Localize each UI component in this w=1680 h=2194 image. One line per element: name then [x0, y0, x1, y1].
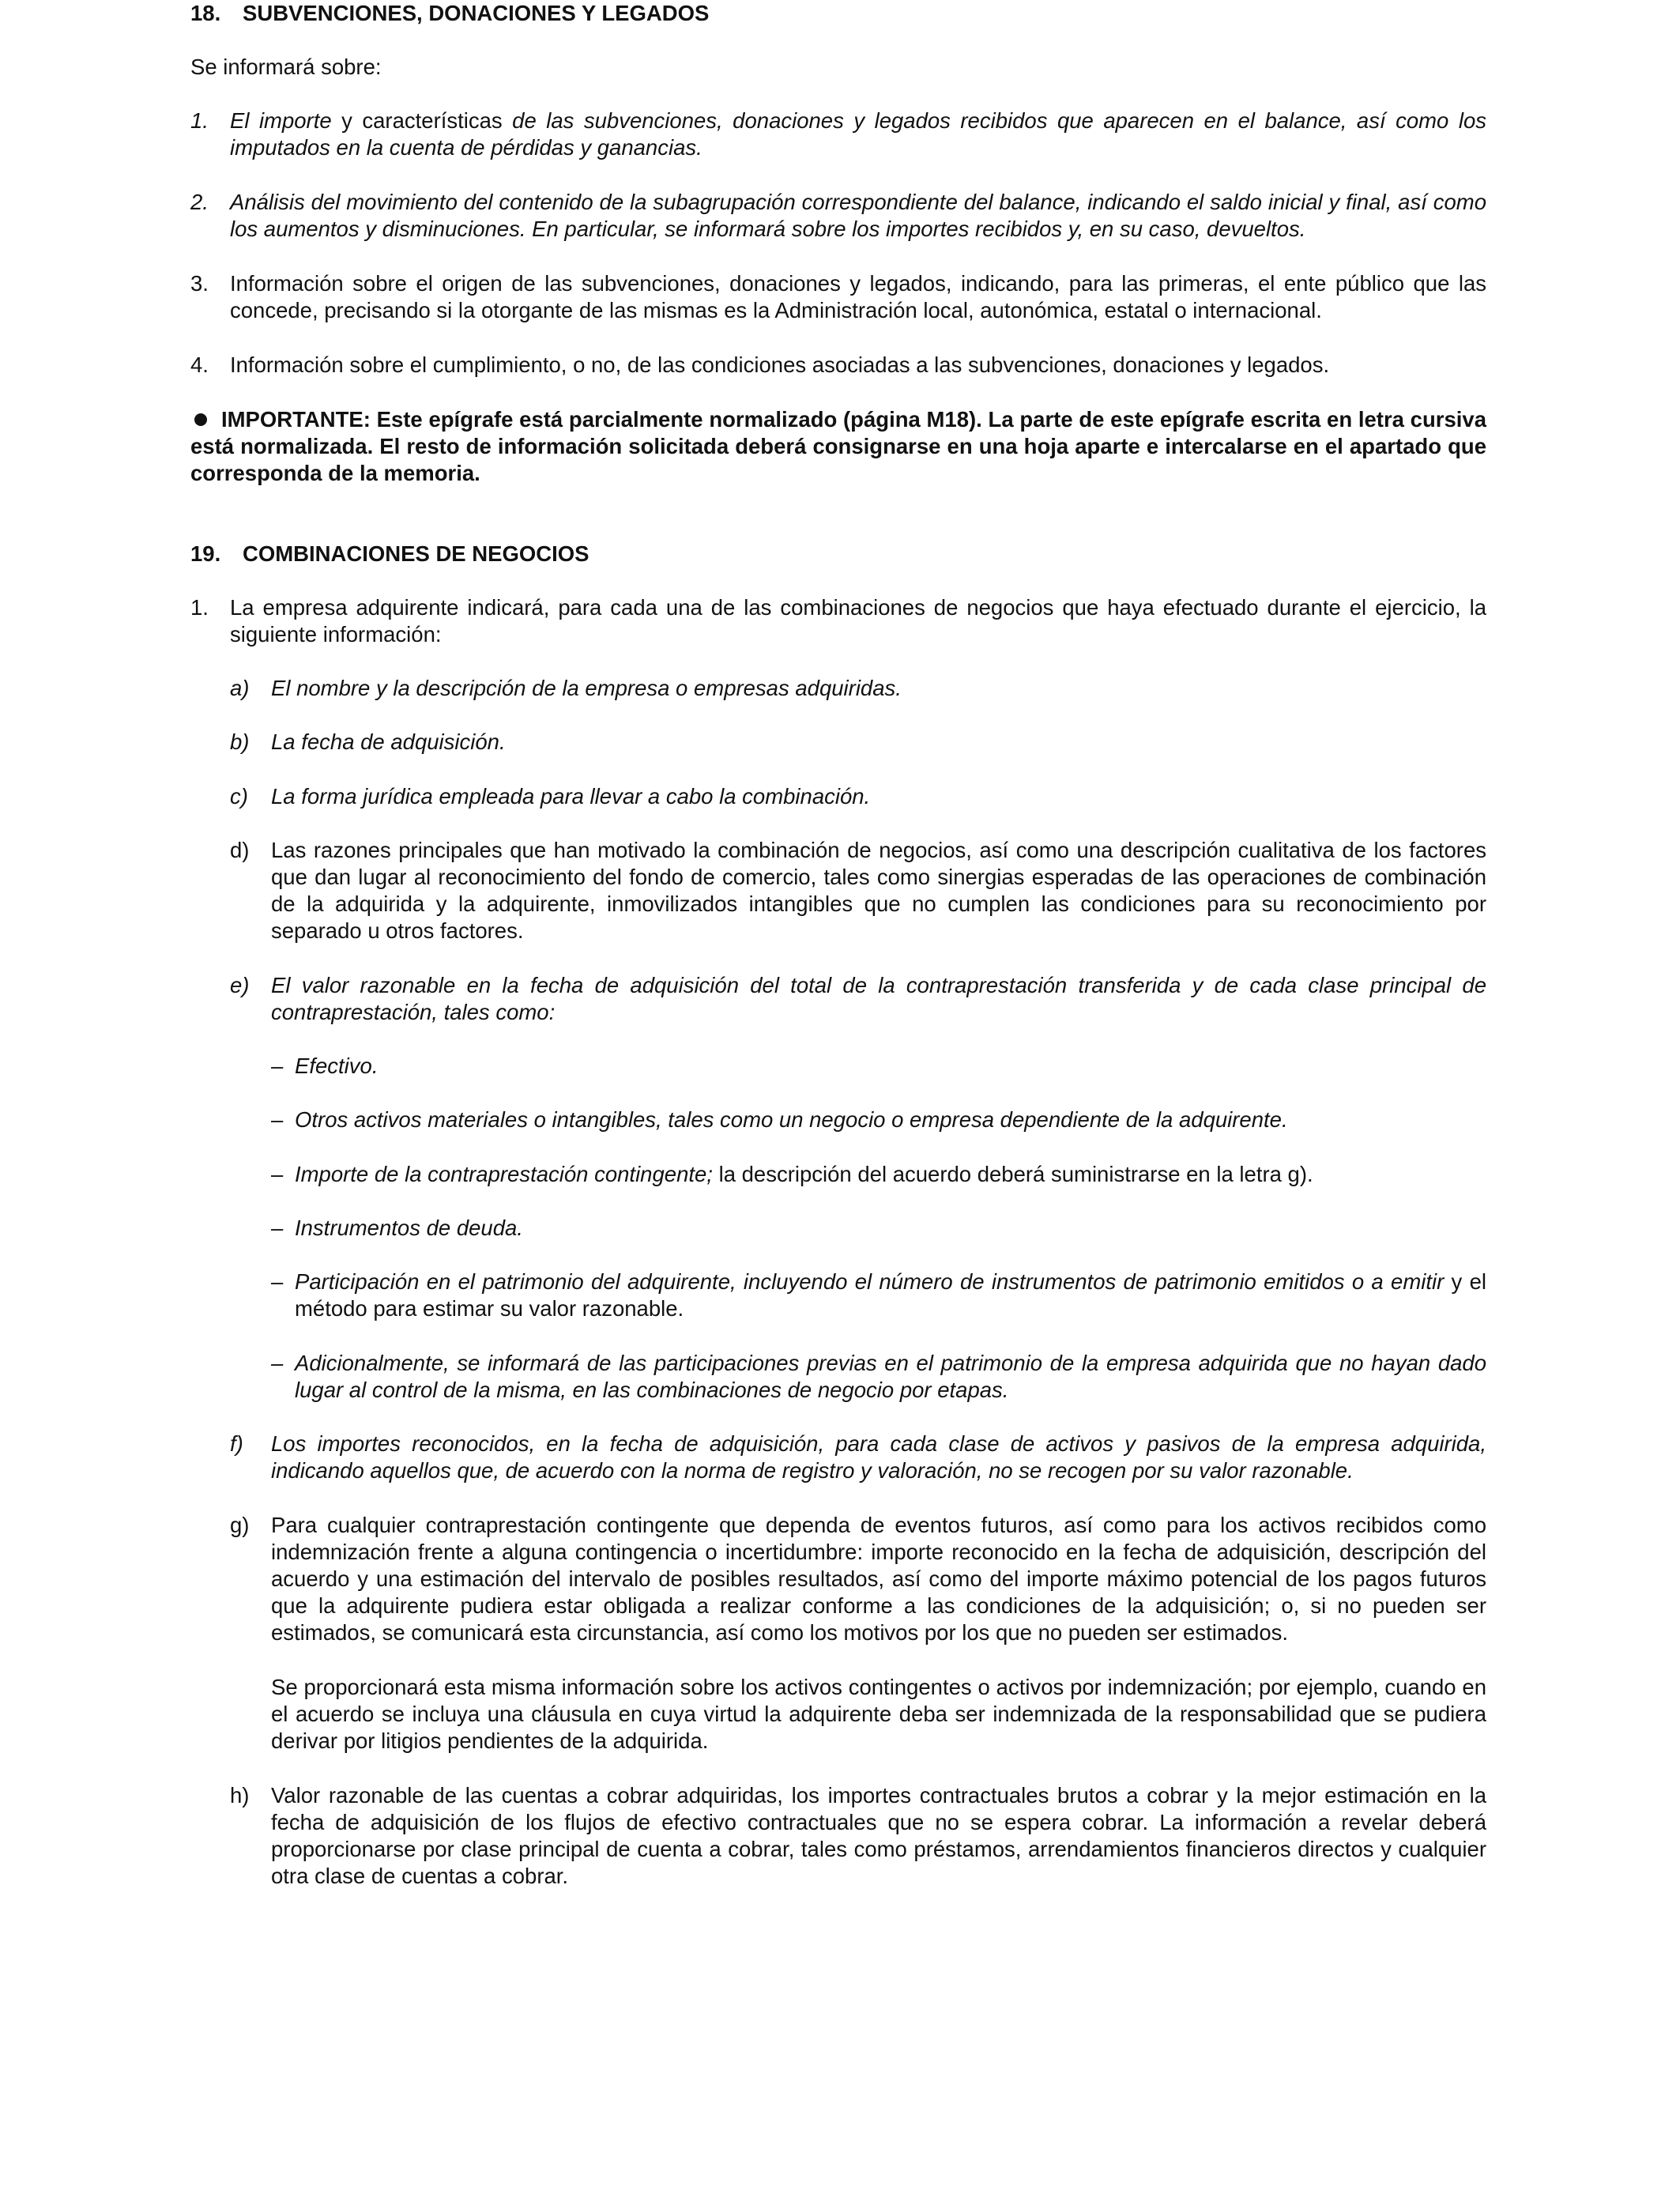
dash-label: –: [271, 1351, 284, 1375]
subitem-text: Para cualquier contraprestación contingente que dependa de eventos futuros, así como para los activos recibidos como indemnización frente a alguna contingencia o incertidumbre: importe reconocido en la fecha de adquisición, descripción del acuerdo y una estimación del intervalo de posibles resultados, así como del importe máximo potencial de los pagos futuros que la adquirente pudiera estar obligada a realizar conforme a las condiciones de la adquisición; o, si no pueden ser estimados, se comunicará esta circunstancia, así como los motivos por los que no pueden ser estimados.: [271, 1513, 1486, 1645]
subitem-text: El nombre y la descripción de la empresa o empresas adquiridas.: [271, 676, 902, 700]
subitem-label: d): [230, 838, 250, 862]
item-text: Información sobre el origen de las subvenciones, donaciones y legados, indicando, para las primeras, el ente público que las concede, precisando si la otorgante de las mismas es la Administración local, autonómica, estatal o internacional.: [230, 271, 1486, 322]
section-18-intro: Se informará sobre:: [190, 55, 382, 79]
dash-text-italic: Instrumentos de deuda.: [295, 1216, 523, 1240]
dash-label: –: [271, 1269, 284, 1294]
subitem-c: [190, 783, 1486, 810]
subitem-g: [190, 1512, 1486, 1646]
dash-label: –: [271, 1216, 284, 1240]
section-18-number: 18.: [190, 1, 221, 25]
bullet-icon: [194, 413, 207, 426]
subitem-a: [190, 675, 1486, 702]
dash-label: –: [271, 1162, 284, 1186]
section-18-item-4: [190, 352, 1486, 379]
subitem-text: La forma jurídica empleada para llevar a cabo la combinación.: [271, 784, 871, 809]
subitem-text: La fecha de adquisición.: [271, 729, 506, 754]
section-18-item-2: [190, 189, 1486, 243]
subitem-text: Valor razonable de las cuentas a cobrar adquiridas, los importes contractuales brutos a cobrar y la mejor estimación en la fecha de adquisición de los flujos de efectivo contractuales que no se espera cobrar. La información a revelar deberá proporcionarse por clase principal de cuenta a cobrar, tales como préstamos, arrendamientos financieros directos y cualquier otra clase de cuentas a cobrar.: [271, 1783, 1486, 1888]
dash-item-efectivo: [190, 1053, 1486, 1080]
item-label: 4.: [190, 352, 209, 377]
item-text-italic: de las subvenciones, donaciones y legados recibidos que aparecen en el balance, así como los imputados en la cuenta de pérdidas y ganancias.: [230, 108, 1486, 160]
item-text-italic: El importe: [230, 108, 332, 133]
section-19-item-1: [190, 594, 1486, 648]
subitem-h: [190, 1782, 1486, 1890]
subitem-label: f): [230, 1431, 243, 1456]
item-text: Análisis del movimiento del contenido de la subagrupación correspondiente del balance, indicando el saldo inicial y final, así como los aumentos y disminuciones. En particular, se informará sobre los importes recibidos y, en su caso, devueltos.: [230, 190, 1486, 241]
subitem-label: a): [230, 676, 250, 700]
subitem-b: [190, 729, 1486, 756]
subitem-g-continuation: Se proporcionará esta misma información sobre los activos contingentes o activos por indemnización; por ejemplo, cuando en el acuerdo se incluya una cláusula en cuya virtud la adquirente deba ser indemnizada de la responsabilidad que se pudiera derivar por litigios pendientes de la adquirida.: [271, 1675, 1486, 1753]
item-label: 1.: [190, 108, 209, 133]
dash-text-italic: Otros activos materiales o intangibles, tales como un negocio o empresa dependiente de la adquirente.: [295, 1107, 1288, 1132]
important-text: IMPORTANTE: Este epígrafe está parcialmente normalizado (página M18). La parte de este epígrafe escrita en letra cursiva está normalizada. El resto de información solicitada deberá consignarse en una hoja aparte e intercalarse en el apartado que corresponda de la memoria.: [190, 407, 1486, 485]
dash-label: –: [271, 1054, 284, 1078]
subitem-text: El valor razonable en la fecha de adquisición del total de la contraprestación transferida y de cada clase principal de contraprestación, tales como:: [271, 973, 1486, 1024]
item-label: 1.: [190, 595, 209, 620]
item-label: 2.: [190, 190, 209, 214]
section-18-item-3: [190, 270, 1486, 324]
item-text: La empresa adquirente indicará, para cada una de las combinaciones de negocios que haya efectuado durante el ejercicio, la siguiente información:: [230, 595, 1486, 647]
dash-item-adicionalmente: [190, 1350, 1486, 1404]
subitem-d: [190, 837, 1486, 944]
section-18-title: SUBVENCIONES, DONACIONES Y LEGADOS: [243, 1, 710, 25]
section-18-item-1: [190, 107, 1486, 161]
subitem-label: c): [230, 784, 248, 809]
dash-item-participacion: [190, 1269, 1486, 1322]
dash-text-italic: Participación en el patrimonio del adquirente, incluyendo el número de instrumentos de patrimonio emitidos o a emitir: [295, 1269, 1445, 1294]
dash-label: –: [271, 1107, 284, 1132]
item-text-normal: y características: [331, 108, 513, 133]
dash-text-italic: Adicionalmente, se informará de las participaciones previas en el patrimonio de la empresa adquirida que no hayan dado lugar al control de la misma, en las combinaciones de negocio por etapas.: [295, 1351, 1486, 1402]
subitem-label: h): [230, 1783, 250, 1808]
dash-item-otros-activos: [190, 1106, 1486, 1133]
dash-text-italic: Importe de la contraprestación contingente;: [295, 1162, 713, 1186]
important-note: [190, 406, 1486, 487]
section-19-heading: [190, 541, 590, 567]
subitem-e: [190, 972, 1486, 1026]
dash-text-normal: la descripción del acuerdo deberá suministrarse en la letra g).: [712, 1162, 1313, 1186]
dash-text-italic: Efectivo.: [295, 1054, 379, 1078]
subitem-label: e): [230, 973, 250, 997]
item-label: 3.: [190, 271, 209, 296]
dash-item-deuda: [190, 1215, 1486, 1242]
dash-text-normal: y el método para estimar su valor razonable.: [295, 1269, 1487, 1321]
subitem-label: g): [230, 1513, 250, 1537]
subitem-label: b): [230, 729, 250, 754]
section-18-heading: [190, 0, 709, 27]
subitem-text: Los importes reconocidos, en la fecha de adquisición, para cada clase de activos y pasivos de la empresa adquirida, indicando aquellos que, de acuerdo con la norma de registro y valoración, no se recogen por su valor razonable.: [271, 1431, 1486, 1483]
item-text: Información sobre el cumplimiento, o no, de las condiciones asociadas a las subvenciones, donaciones y legados.: [230, 352, 1330, 377]
section-19-number: 19.: [190, 541, 221, 566]
dash-item-contingente: [190, 1161, 1486, 1188]
subitem-text: Las razones principales que han motivado la combinación de negocios, así como una descripción cualitativa de los factores que dan lugar al reconocimiento del fondo de comercio, tales como sinergias esperadas de las operaciones de combinación de la adquirida y la adquirente, inmovilizados intangibles que no cumplen las condiciones para su reconocimiento por separado u otros factores.: [271, 838, 1486, 943]
section-19-title: COMBINACIONES DE NEGOCIOS: [243, 541, 590, 566]
subitem-f: [190, 1431, 1486, 1484]
